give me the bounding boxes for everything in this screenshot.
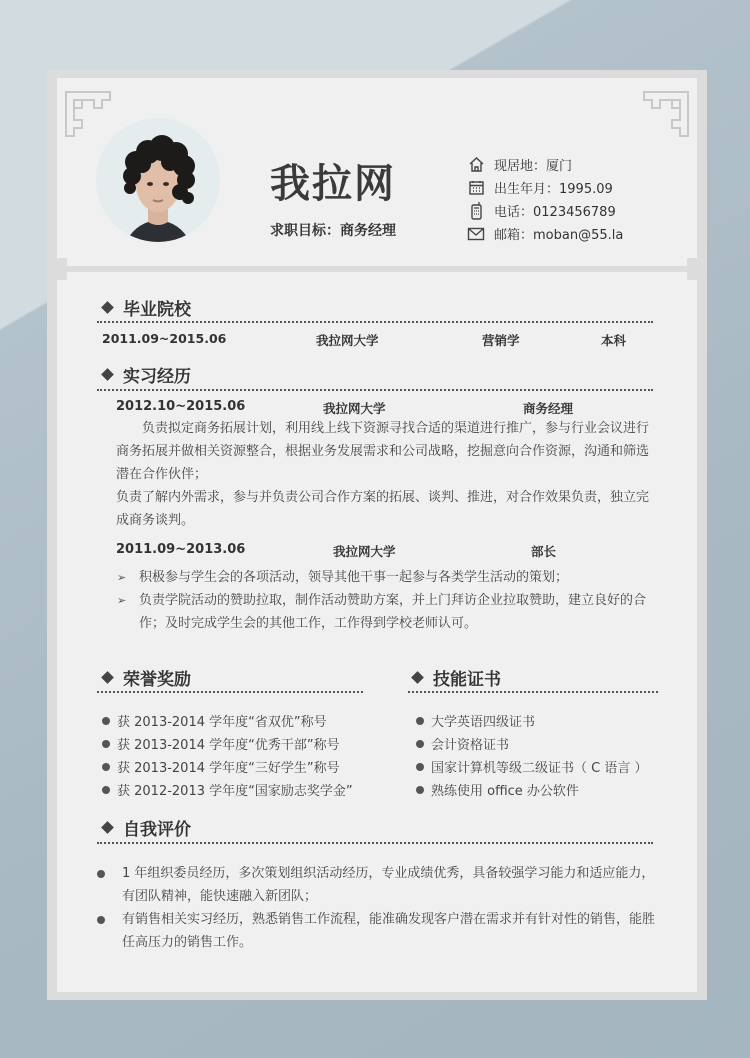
job-target-label: 求职目标： <box>270 223 340 239</box>
dot-bullet-icon <box>416 740 424 748</box>
contact-location <box>467 155 572 174</box>
candidate-name: 我拉网 <box>270 161 396 207</box>
section-title-skills: 技能证书 <box>413 665 501 690</box>
job1-paragraph: 负责了解内外需求，参与并负责公司合作方案的拓展、谈判、推进，对合作效果负责，独立完成商务谈判。 <box>116 490 650 528</box>
skill-item: 国家计算机等级二级证书（ C 语言 ） <box>416 757 647 776</box>
section-divider-education <box>97 321 653 323</box>
dot-bullet-icon <box>102 786 110 794</box>
arrow-bullet-icon: ➢ <box>117 571 127 584</box>
section-title-self-eval: 自我评价 <box>103 815 191 840</box>
contact-phone-text: 电话：0123456789 <box>494 205 616 220</box>
dot-bullet-icon <box>102 717 110 725</box>
mail-icon <box>467 225 485 243</box>
dot-bullet-icon <box>416 763 424 771</box>
contact-email-text: 邮箱：moban@55.la <box>494 228 624 243</box>
job2-period: 2011.09~2013.06 <box>116 542 246 557</box>
diamond-icon <box>101 821 114 834</box>
section-divider-internship <box>97 389 653 391</box>
skill-item: 熟练使用 office 办公软件 <box>416 780 579 799</box>
contact-birth-text: 出生年月：1995.09 <box>494 182 613 197</box>
job1-role: 商务经理 <box>523 401 574 416</box>
honor-item: 获 2012-2013 学年度“国家励志奖学金” <box>102 780 353 799</box>
skill-item: 会计资格证书 <box>416 734 509 753</box>
dot-bullet-icon <box>416 717 424 725</box>
edu-period: 2011.09~2015.06 <box>102 331 227 346</box>
contact-location-text: 现居地：厦门 <box>494 159 573 174</box>
home-icon <box>467 156 485 174</box>
skill-item: 大学英语四级证书 <box>416 711 535 730</box>
dot-bullet-icon <box>102 763 110 771</box>
job1-period: 2012.10~2015.06 <box>116 399 246 414</box>
self-eval-item: 1 年组织委员经历，多次策划组织活动经历，专业成绩优秀，具备较强学习能力和适应能力，有团队精神，能快速融入新团队； <box>97 862 663 908</box>
diamond-icon <box>101 368 114 381</box>
arrow-bullet-icon: ➢ <box>117 594 127 607</box>
section-divider-honors <box>97 691 363 693</box>
header-divider <box>57 266 697 272</box>
job2-bullet: ➢ 负责学院活动的赞助拉取，制作活动赞助方案，并上门拜访企业拉取赞助，建立良好的合作；及时完成学生会的其他工作，工作得到学校老师认可。 <box>117 589 657 635</box>
divider-tab-left <box>57 258 67 280</box>
corner-ornament-left-icon <box>64 90 112 138</box>
phone-icon <box>467 202 485 220</box>
job2-bullet: ➢ 积极参与学生会的各项活动，领导其他干事一起参与各类学生活动的策划； <box>117 566 657 589</box>
section-divider-skills <box>408 691 658 693</box>
contact-birth <box>467 178 613 197</box>
job-target-value: 商务经理 <box>340 223 396 239</box>
contact-email <box>467 224 623 243</box>
job2-company: 我拉网大学 <box>333 544 396 559</box>
honor-item: 获 2013-2014 学年度“三好学生”称号 <box>102 757 340 776</box>
corner-ornament-right-icon <box>642 90 690 138</box>
job2-role: 部长 <box>531 544 557 559</box>
calendar-icon <box>467 179 485 197</box>
section-divider-self-eval <box>97 842 653 844</box>
portrait-photo-icon <box>96 118 220 242</box>
diamond-icon <box>101 301 114 314</box>
job1-paragraph: 负责拟定商务拓展计划，利用线上线下资源寻找合适的渠道进行推广，参与行业会议进行商务拓展并做相关资源整合，根据业务发展需求和公司战略，挖掘意向合作资源，沟通和筛选潜在合作伙伴； <box>116 421 650 482</box>
self-eval-item: 有销售相关实习经历，熟悉销售工作流程，能准确发现客户潜在需求并有针对性的销售，能胜任高压力的销售工作。 <box>97 908 663 954</box>
section-title-education: 毕业院校 <box>103 295 191 320</box>
dot-bullet-icon <box>97 916 105 924</box>
job-target <box>270 220 396 240</box>
dot-bullet-icon <box>102 740 110 748</box>
avatar <box>96 118 220 242</box>
honor-item: 获 2013-2014 学年度“省双优”称号 <box>102 711 327 730</box>
dot-bullet-icon <box>416 786 424 794</box>
section-title-internship: 实习经历 <box>103 362 191 387</box>
honor-item: 获 2013-2014 学年度“优秀干部”称号 <box>102 734 340 753</box>
edu-major: 营销学 <box>482 333 520 348</box>
divider-tab-right <box>687 258 697 280</box>
diamond-icon <box>101 671 114 684</box>
dot-bullet-icon <box>97 870 105 878</box>
diamond-icon <box>411 671 424 684</box>
edu-school: 我拉网大学 <box>316 333 379 348</box>
edu-degree: 本科 <box>601 333 627 348</box>
contact-phone <box>467 201 616 220</box>
section-title-honors: 荣誉奖励 <box>103 665 191 690</box>
job1-company: 我拉网大学 <box>323 401 386 416</box>
